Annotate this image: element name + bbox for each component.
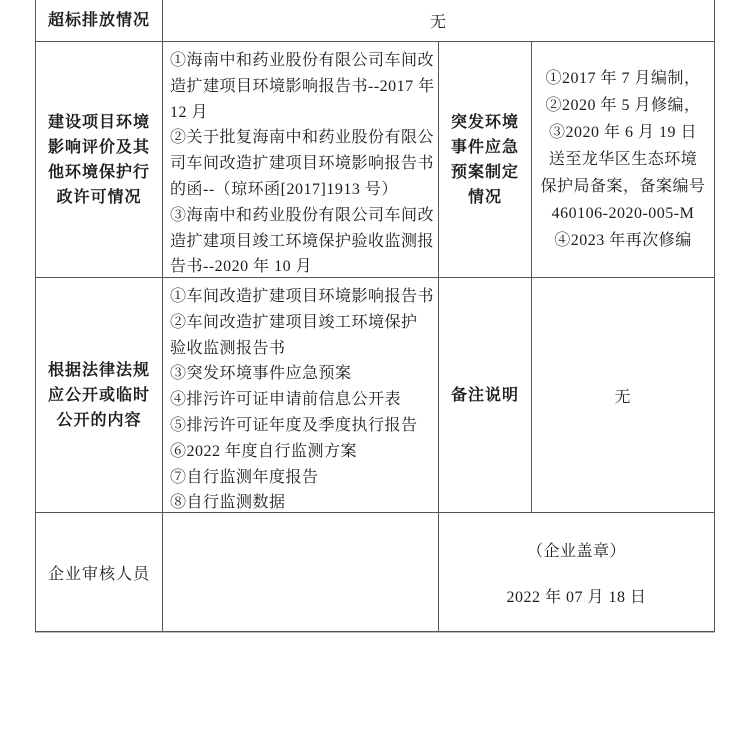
cell-reviewer-empty [163,513,439,632]
stamp-note: （企业盖章） [526,542,626,560]
cell-excess-discharge-value [163,0,715,42]
remark-value: 无 [614,388,632,406]
cell-legal-disclosure-header [35,278,163,513]
cell-excess-discharge-label [35,0,163,42]
cell-legal-disclosure-content [163,278,439,513]
remark-label: 备注说明 [450,386,519,404]
cell-eia-permit-content [163,42,439,278]
legal-disclosure-header-text: 根据法律法规 应公开或临时 公开的内容 [47,361,150,429]
emergency-plan-header-text: 突发环境 事件应急 预案制定 情况 [450,113,519,206]
cell-emergency-plan-content [532,42,715,278]
cell-remark-label [439,278,532,513]
eia-permit-header-text: 建设项目环境 影响评价及其 他环境保护行 政许可情况 [47,113,150,206]
eia-permit-content-text: ①海南中和药业股份有限公司车间改 造扩建项目环境影响报告书--2017 年 12 月 ②关于批复海南中和药业股份有限公 司车间改造扩建项目环境影响报告书 的函--（琼环函[2017]1913 号） ③海南中和药业股份有限公司车间改 造扩建项目竣工环境保护验收监测报 告书--2020 年 10 月 [170,52,435,276]
emergency-plan-content-text: ①2017 年 7 月编制， ②2020 年 5 月修编， ③2020 年 6 月 19 日 送至龙华区生态环境 保护局备案，备案编号 460106-2020-005-M ④2023 年再次修编 [540,70,706,249]
excess-discharge-label: 超标排放情况 [47,12,150,29]
reviewer-label: 企业审核人员 [47,565,150,583]
cell-eia-permit-header [35,42,163,278]
disclosure-table [35,0,715,632]
excess-discharge-value: 无 [429,14,447,31]
legal-disclosure-content-text: ①车间改造扩建项目环境影响报告书 ②车间改造扩建项目竣工环境保护 验收监测报告书 ③突发环境事件应急预案 ④排污许可证申请前信息公开表 ⑤排污许可证年度及季度执行报告 ⑥2022 年度自行监测方案 ⑦自行监测年度报告 ⑧自行监测数据 [170,288,435,512]
cell-remark-value [532,278,715,513]
sign-date: 2022 年 07 月 18 日 [506,588,647,606]
cell-company-stamp [439,513,715,632]
cell-emergency-plan-header [439,42,532,278]
cell-reviewer-label [35,513,163,632]
